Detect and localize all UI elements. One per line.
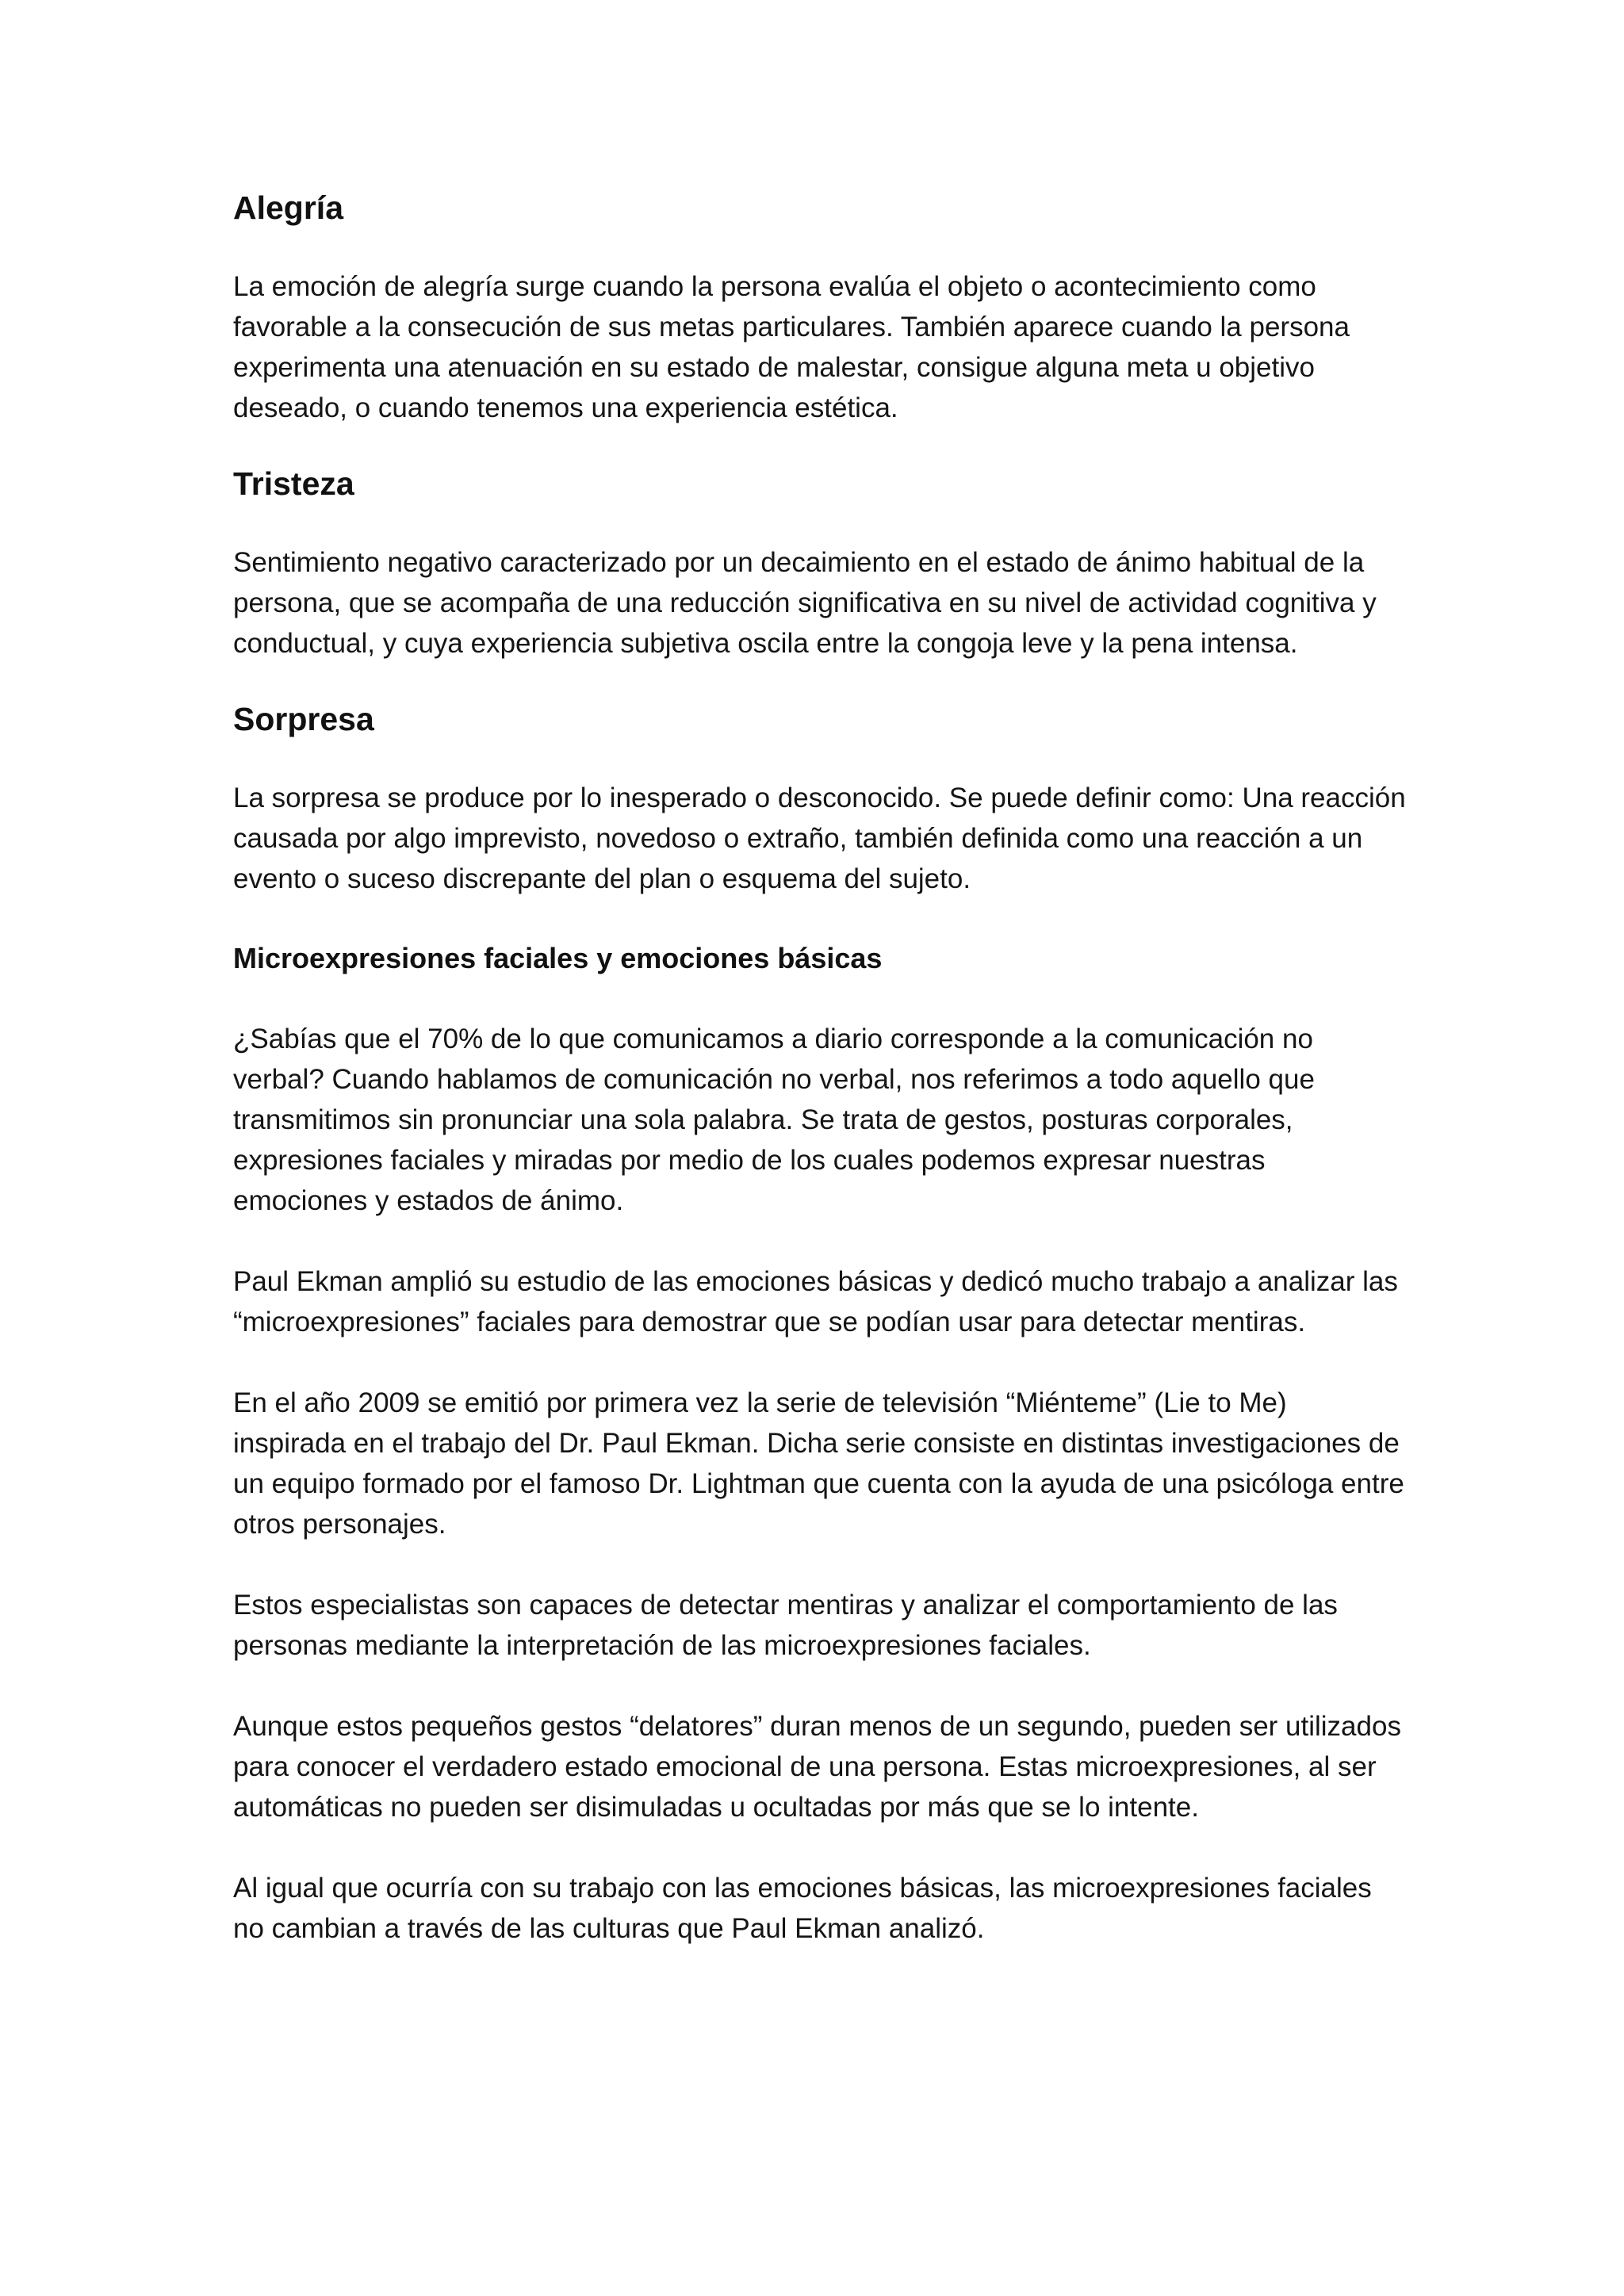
paragraph-tristeza: Sentimiento negativo caracterizado por un decaimiento en el estado de ánimo habitual de la persona, que se acompaña de una reducción significativa en su nivel de actividad cognitiva y conductual, y cuya experiencia subjetiva oscila entre la congoja leve y la pena intensa.	[233, 547, 1377, 659]
section-tristeza	[233, 463, 1407, 664]
section-heading-tristeza: Tristeza	[233, 465, 354, 502]
section-heading-sorpresa: Sorpresa	[233, 701, 374, 737]
paragraph-comunicacion-no-verbal: ¿Sabías que el 70% de lo que comunicamos a diario corresponde a la comunicación no verbal? Cuando hablamos de comunicación no verbal, nos referimos a todo aquello que transmitimos sin pronunciar una sola palabra. Se trata de gestos, posturas corporales, expresiones faciales y miradas por medio de los cuales podemos expresar nuestras emociones y estados de ánimo.	[233, 1024, 1315, 1216]
section-heading-microexpresiones: Microexpresiones faciales y emociones básicas	[233, 942, 883, 974]
paragraph-mienteme: En el año 2009 se emitió por primera vez la serie de televisión “Miénteme” (Lie to Me) inspirada en el trabajo del Dr. Paul Ekman. Dicha serie consiste en distintas investigaciones de un equipo formado por el famoso Dr. Lightman que cuenta con la ayuda de una psicóloga entre otros personajes.	[233, 1387, 1404, 1540]
document-page	[233, 187, 1407, 1989]
paragraph-culturas: Al igual que ocurría con su trabajo con las emociones básicas, las microexpresiones faciales no cambian a través de las culturas que Paul Ekman analizó.	[233, 1873, 1372, 1944]
paragraph-alegria: La emoción de alegría surge cuando la persona evalúa el objeto o acontecimiento como favorable a la consecución de sus metas particulares. También aparece cuando la persona experimenta una atenuación en su estado de malestar, consigue alguna meta u objetivo deseado, o cuando tenemos una experiencia estética.	[233, 271, 1350, 423]
section-alegria	[233, 187, 1407, 428]
paragraph-especialistas: Estos especialistas son capaces de detectar mentiras y analizar el comportamiento de las personas mediante la interpretación de las microexpresiones faciales.	[233, 1590, 1338, 1661]
section-microexpresiones	[233, 939, 1407, 1949]
section-heading-alegria: Alegría	[233, 189, 343, 226]
section-sorpresa	[233, 698, 1407, 899]
paragraph-sorpresa: La sorpresa se produce por lo inesperado o desconocido. Se puede definir como: Una reacción causada por algo imprevisto, novedoso o extraño, también definida como una reacción a un evento o suceso discrepante del plan o esquema del sujeto.	[233, 783, 1406, 894]
paragraph-paul-ekman: Paul Ekman amplió su estudio de las emociones básicas y dedicó mucho trabajo a analizar las “microexpresiones” faciales para demostrar que se podían usar para detectar mentiras.	[233, 1266, 1398, 1337]
paragraph-gestos-delatores: Aunque estos pequeños gestos “delatores” duran menos de un segundo, pueden ser utilizados para conocer el verdadero estado emocional de una persona. Estas microexpresiones, al ser automáticas no pueden ser disimuladas u ocultadas por más que se lo intente.	[233, 1711, 1401, 1823]
